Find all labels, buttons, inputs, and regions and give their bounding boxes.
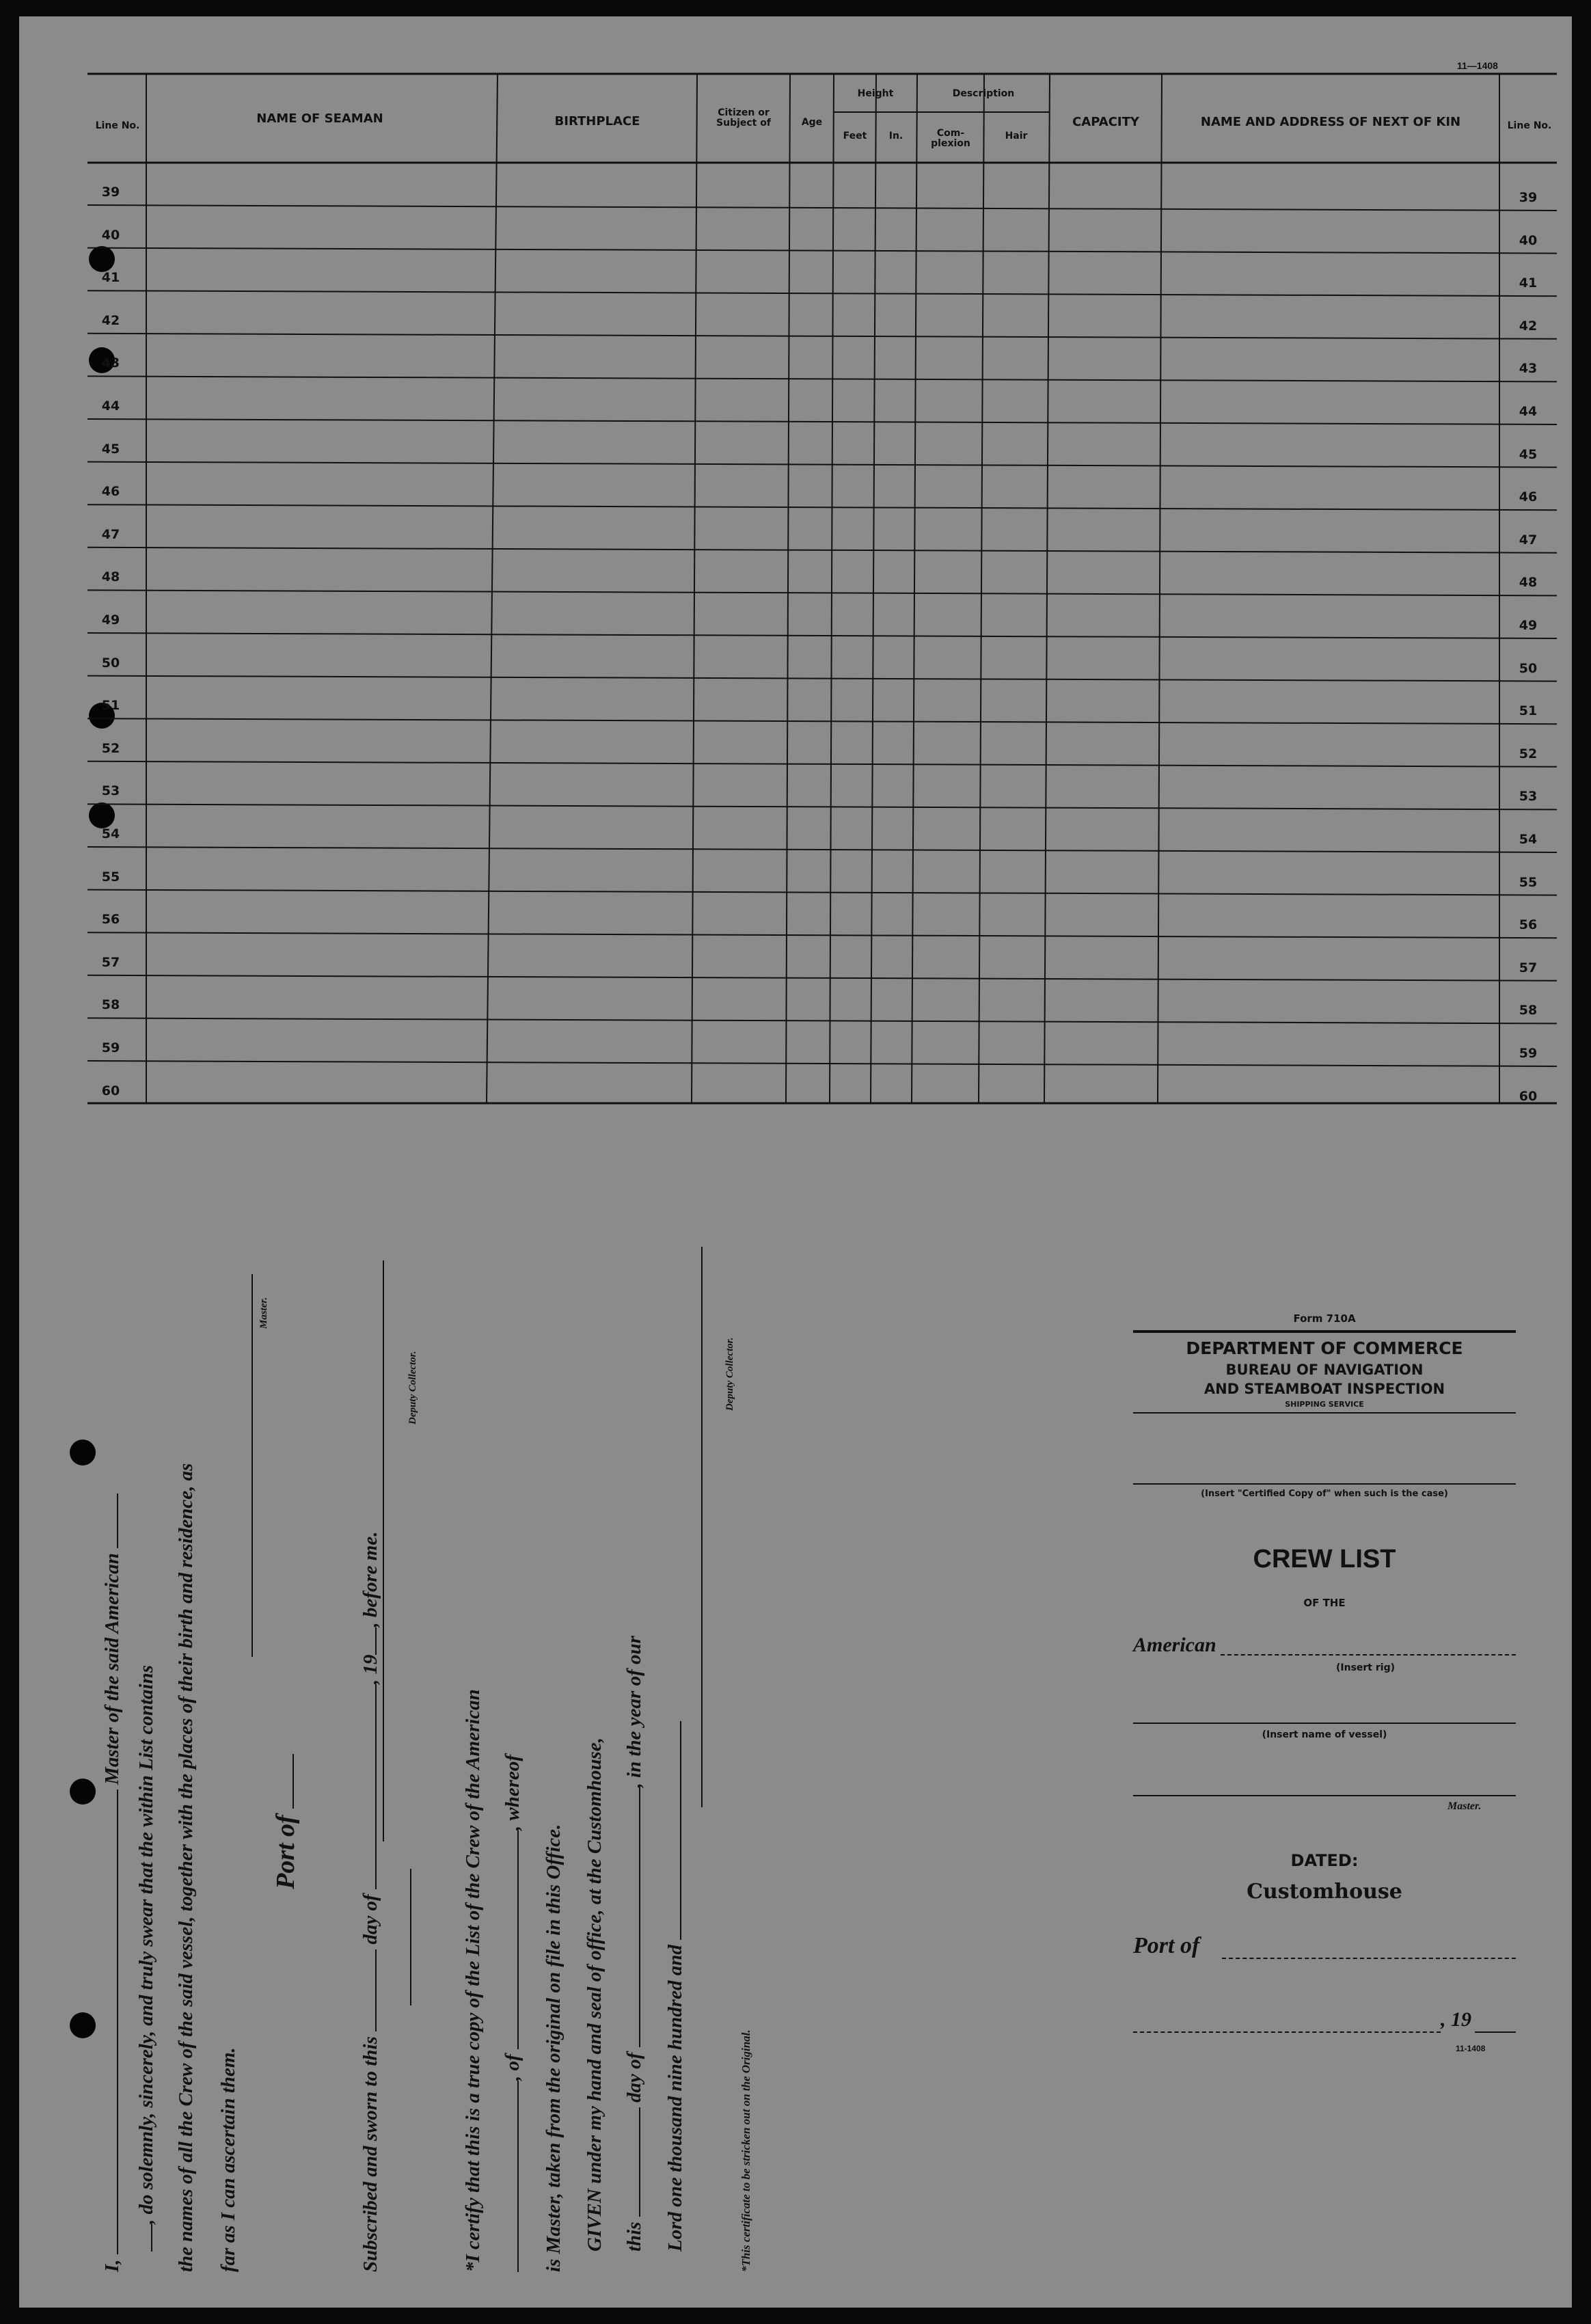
certificate-lord: Lord one thousand nine hundred and bbox=[664, 1945, 686, 2252]
line-number-left: 45 bbox=[101, 441, 120, 457]
header-line-no-right: Line No. bbox=[1507, 120, 1552, 131]
row-line bbox=[87, 334, 1557, 339]
line-number-right: 49 bbox=[1519, 618, 1538, 633]
punch-hole bbox=[70, 2012, 96, 2038]
cover-bureau-1: BUREAU OF NAVIGATION bbox=[1225, 1362, 1424, 1378]
cover-of-the: OF THE bbox=[1303, 1597, 1346, 1609]
row-line bbox=[87, 633, 1557, 638]
oath-line-2 bbox=[135, 1665, 158, 2252]
form-number-top: 11—1408 bbox=[1457, 60, 1498, 71]
line-number-left: 39 bbox=[101, 185, 120, 200]
line-number-left: 56 bbox=[101, 912, 120, 928]
line-number-left: 44 bbox=[101, 398, 120, 414]
line-number-right: 53 bbox=[1519, 789, 1538, 805]
year-line bbox=[1475, 2031, 1516, 2033]
rig-line bbox=[1221, 1654, 1516, 1656]
subscribed-text: Subscribed and sworn to this bbox=[359, 2036, 381, 2272]
cover-year: , 19 bbox=[1441, 2008, 1471, 2031]
line-number-right: 58 bbox=[1519, 1003, 1538, 1018]
oath-line-1 bbox=[101, 1494, 124, 2272]
line-number-left: 60 bbox=[101, 1083, 120, 1098]
line-number-left: 52 bbox=[101, 740, 120, 756]
header-next-of-kin: NAME AND ADDRESS OF NEXT OF KIN bbox=[1200, 114, 1461, 129]
line-number-right: 41 bbox=[1519, 275, 1538, 291]
cover-port-of: Port of bbox=[1133, 1933, 1200, 1958]
row-line bbox=[87, 419, 1557, 424]
header-name-of-seaman: NAME OF SEAMAN bbox=[256, 111, 383, 126]
oath-swear-text: , do solemnly, sincerely, and truly swear that the within List contains bbox=[135, 1664, 157, 2224]
cover-insert-rig: (Insert rig) bbox=[1336, 1662, 1395, 1673]
row-line bbox=[87, 890, 1557, 895]
line-number-left: 47 bbox=[101, 526, 120, 542]
form-number-bottom: 11-1408 bbox=[1456, 2044, 1486, 2053]
cover-master: Master. bbox=[1447, 1800, 1482, 1812]
line-number-left: 59 bbox=[101, 1040, 120, 1055]
line-number-left: 41 bbox=[101, 270, 120, 286]
line-number-right: 56 bbox=[1519, 917, 1538, 933]
port-of-label: Port of bbox=[271, 1815, 300, 1889]
cover-form-number: Form 710A bbox=[1293, 1312, 1356, 1325]
deputy-collector-1: Deputy Collector. bbox=[407, 1351, 418, 1424]
line-number-left: 55 bbox=[101, 869, 120, 884]
header-hair: Hair bbox=[1005, 130, 1028, 141]
oath-line-3: the names of all the Crew of the said vessel, together with the places of their birth and residence, as bbox=[175, 1463, 197, 2272]
cover-shipping-service: SHIPPING SERVICE bbox=[1285, 1400, 1364, 1409]
oath-i: I, bbox=[101, 2259, 123, 2272]
line-number-left: 50 bbox=[101, 655, 120, 671]
cover-rule-2 bbox=[1133, 1412, 1516, 1414]
line-number-right: 55 bbox=[1519, 874, 1538, 890]
crew-list-form-sheet bbox=[19, 16, 1572, 2308]
subscribed-line bbox=[359, 1531, 382, 2272]
header-citizen: Citizen or Subject of bbox=[716, 107, 771, 129]
certificate-day-of: day of bbox=[623, 2052, 645, 2103]
line-number-right: 39 bbox=[1519, 190, 1538, 205]
header-complexion: Com-plexion bbox=[931, 128, 970, 149]
certificate-this-line bbox=[623, 1636, 646, 2252]
deputy-collector-2: Deputy Collector. bbox=[724, 1337, 735, 1411]
row-line bbox=[87, 548, 1557, 553]
certificate-this: this bbox=[623, 2221, 645, 2252]
line-number-right: 44 bbox=[1519, 404, 1538, 419]
line-number-right: 60 bbox=[1519, 1088, 1538, 1104]
line-number-right: 42 bbox=[1519, 318, 1538, 334]
line-number-left: 58 bbox=[101, 997, 120, 1013]
line-number-right: 57 bbox=[1519, 960, 1538, 975]
punch-hole bbox=[70, 1440, 96, 1465]
line-number-left: 48 bbox=[101, 569, 120, 585]
row-line bbox=[87, 847, 1557, 852]
row-line bbox=[87, 590, 1557, 595]
row-line bbox=[87, 290, 1557, 296]
certificate-given: GIVEN under my hand and seal of office, at the Customhouse, bbox=[584, 1738, 606, 2252]
row-line bbox=[87, 1061, 1557, 1066]
row-line bbox=[87, 718, 1557, 724]
row-line bbox=[87, 761, 1557, 767]
line-number-right: 48 bbox=[1519, 575, 1538, 591]
line-number-right: 54 bbox=[1519, 832, 1538, 847]
row-line bbox=[87, 676, 1557, 681]
port-line bbox=[1222, 1958, 1516, 1959]
header-height: Height bbox=[857, 87, 894, 99]
header-feet: Feet bbox=[843, 130, 867, 141]
master-signature-line bbox=[251, 1274, 253, 1657]
line-number-right: 50 bbox=[1519, 660, 1538, 676]
certificate-of: , of bbox=[502, 2054, 523, 2081]
line-number-right: 51 bbox=[1519, 703, 1538, 719]
line-number-left: 40 bbox=[101, 227, 120, 243]
crew-table-grid bbox=[19, 16, 1572, 1124]
cover-bureau-2: AND STEAMBOAT INSPECTION bbox=[1204, 1381, 1445, 1397]
master-line bbox=[1133, 1795, 1516, 1796]
row-line bbox=[87, 248, 1557, 254]
line-number-right: 40 bbox=[1519, 232, 1538, 248]
collector-short-line bbox=[410, 1869, 411, 2005]
cover-insert-certified: (Insert "Certified Copy of" when such is the case) bbox=[1201, 1489, 1448, 1499]
cover-dated: DATED: bbox=[1290, 1851, 1359, 1870]
cover-crew-list: CREW LIST bbox=[1253, 1545, 1396, 1573]
certificate-whereof: , whereof bbox=[502, 1754, 523, 1831]
deputy-collector-line-1 bbox=[383, 1260, 384, 1841]
row-line bbox=[87, 462, 1557, 468]
cover-american: American bbox=[1133, 1634, 1216, 1656]
line-number-right: 45 bbox=[1519, 446, 1538, 462]
certificate-line-1: *I certify that this is a true copy of the List of the Crew of the American bbox=[462, 1689, 484, 2272]
row-line bbox=[87, 376, 1557, 381]
subscribed-day-of: day of bbox=[359, 1894, 381, 1945]
date-line bbox=[1133, 2031, 1441, 2033]
row-line bbox=[87, 804, 1557, 809]
line-number-right: 52 bbox=[1519, 746, 1538, 761]
line-number-left: 43 bbox=[101, 355, 120, 371]
line-number-right: 59 bbox=[1519, 1046, 1538, 1061]
cover-panel bbox=[1133, 1312, 1543, 2146]
row-line bbox=[87, 504, 1557, 510]
line-number-right: 47 bbox=[1519, 532, 1538, 548]
cover-insert-vessel: (Insert name of vessel) bbox=[1262, 1729, 1387, 1740]
row-line bbox=[87, 975, 1557, 981]
row-line bbox=[87, 1018, 1557, 1023]
header-inches: In. bbox=[888, 130, 903, 141]
line-number-left: 49 bbox=[101, 612, 120, 627]
certificate-lord-line bbox=[664, 1721, 687, 2252]
subscribed-year: , 19 bbox=[359, 1654, 381, 1685]
punch-hole bbox=[70, 1779, 96, 1805]
certified-copy-line bbox=[1133, 1483, 1516, 1485]
certificate-footnote: *This certificate to be stricken out on the Original. bbox=[739, 2029, 752, 2272]
line-number-left: 53 bbox=[101, 783, 120, 799]
header-line-no: Line No. bbox=[95, 120, 140, 131]
line-number-left: 51 bbox=[101, 698, 120, 714]
cover-customhouse: Customhouse bbox=[1247, 1880, 1402, 1904]
cover-top-rule bbox=[1133, 1330, 1516, 1333]
certificate-line-2: is Master, taken from the original on file in this Office. bbox=[543, 1824, 565, 2272]
certificate-in-year: , in the year of our bbox=[623, 1636, 645, 1788]
line-number-right: 43 bbox=[1519, 361, 1538, 377]
subscribed-before-me: , before me. bbox=[359, 1531, 381, 1627]
master-label: Master. bbox=[258, 1297, 269, 1329]
certificate-line-of bbox=[502, 1755, 524, 2272]
vessel-line bbox=[1133, 1722, 1516, 1724]
oath-line-4: far as I can ascertain them. bbox=[217, 2047, 239, 2272]
deputy-collector-line-2 bbox=[701, 1247, 703, 1807]
oath-master-of-american: Master of the said American bbox=[101, 1553, 123, 1785]
cover-department: DEPARTMENT OF COMMERCE bbox=[1186, 1338, 1463, 1358]
header-birthplace: BIRTHPLACE bbox=[554, 113, 640, 129]
header-description: Description bbox=[952, 87, 1015, 99]
oath-and-certificate bbox=[101, 1233, 1126, 2272]
header-capacity: CAPACITY bbox=[1072, 114, 1139, 129]
line-number-left: 54 bbox=[101, 826, 120, 841]
line-number-right: 46 bbox=[1519, 489, 1538, 505]
line-number-left: 46 bbox=[101, 484, 120, 500]
oath-port-of bbox=[271, 1754, 301, 1889]
line-number-left: 57 bbox=[101, 954, 120, 970]
header-age: Age bbox=[801, 116, 823, 128]
line-number-left: 42 bbox=[101, 312, 120, 328]
row-line bbox=[87, 205, 1557, 211]
row-line bbox=[87, 932, 1557, 938]
